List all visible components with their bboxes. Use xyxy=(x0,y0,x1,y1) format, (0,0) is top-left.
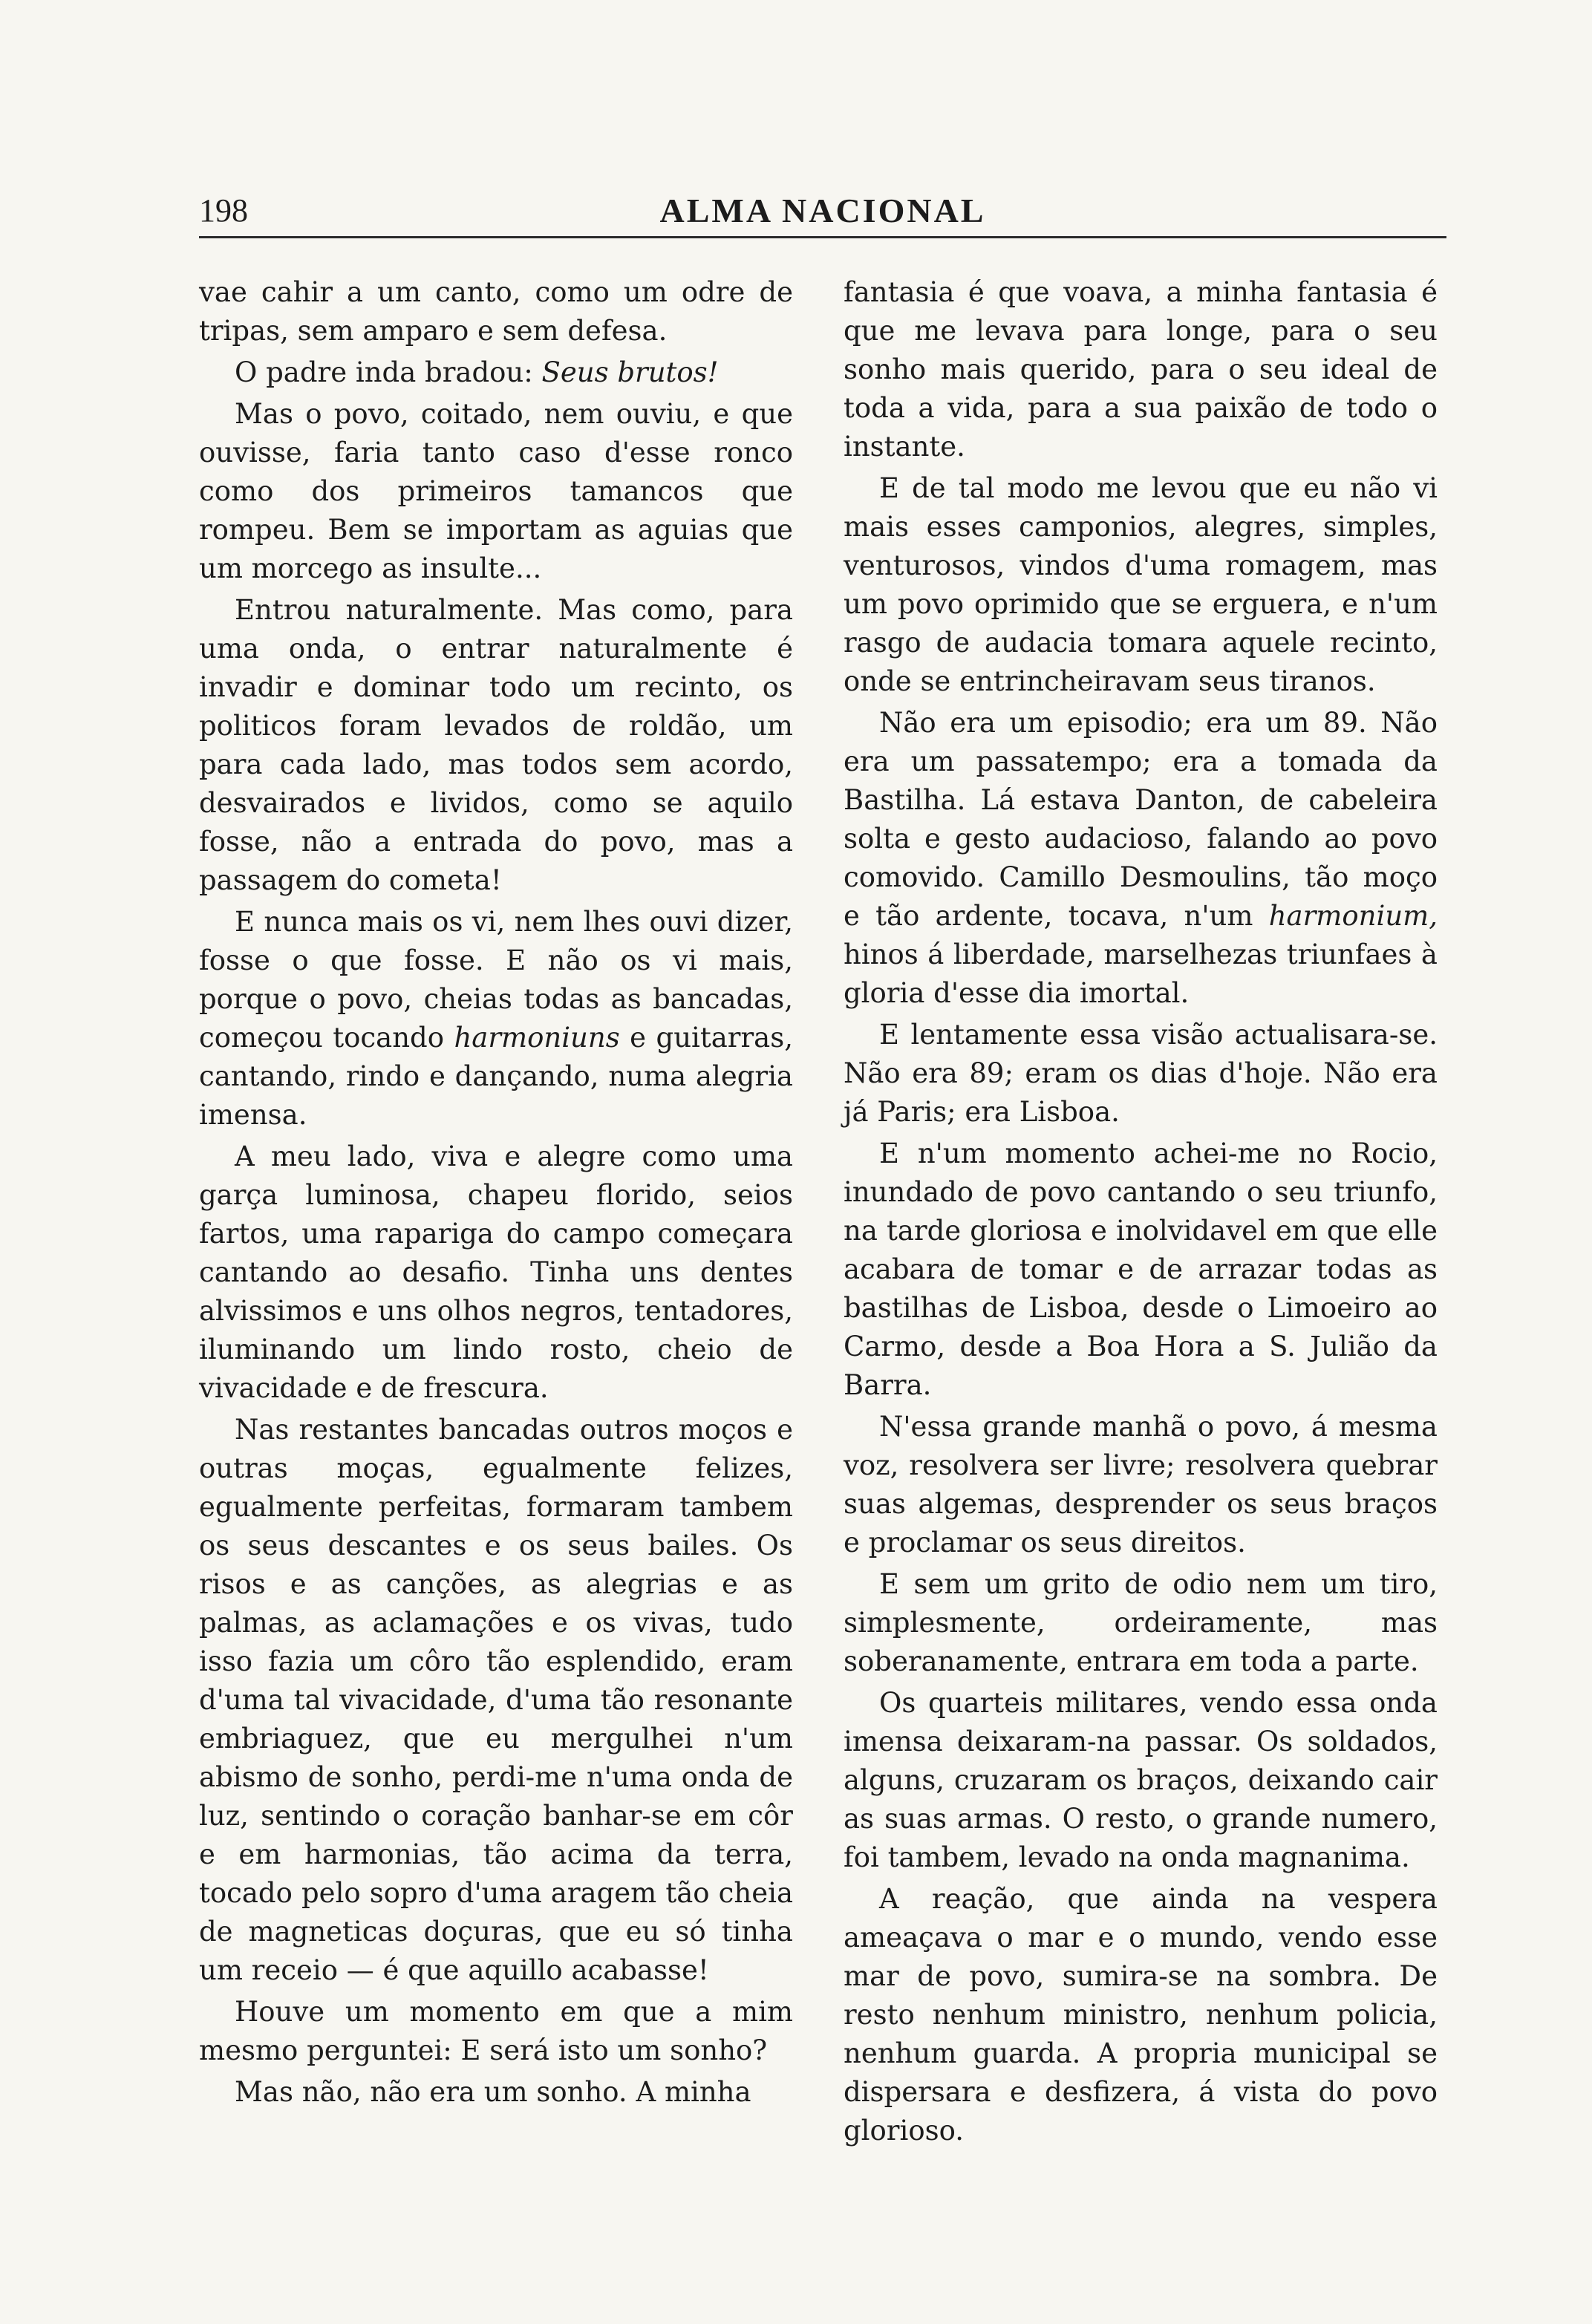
italic-phrase: Seus brutos! xyxy=(541,356,719,388)
paragraph: E de tal modo me levou que eu não vi mais esses camponios, alegres, simples, venturosos, vindos d'uma romagem, mas um povo oprimido que se erguera, e n'um rasgo de audacia tomara aquele recinto, onde se entrincheiravam seus tiranos. xyxy=(844,472,1438,697)
italic-phrase: harmoniuns xyxy=(454,1022,620,1054)
paragraph-text: O padre inda bradou: xyxy=(235,356,542,388)
paragraph xyxy=(199,353,793,392)
paragraph: Mas o povo, coitado, nem ouviu, e que ouvisse, faria tanto caso d'esse ronco como dos primeiros tamancos que rompeu. Bem se importam as aguias que um morcego as insulte... xyxy=(199,398,793,584)
paragraph-text: E nunca mais os vi, nem lhes ouvi dizer, fosse o que fosse. E não os vi mais, porque o povo, cheias todas as bancadas, começou tocando xyxy=(199,906,793,1054)
paragraph: Houve um momento em que a mim mesmo perguntei: E será isto um sonho? xyxy=(199,1996,793,2066)
paragraph: A meu lado, viva e alegre como uma garça luminosa, chapeu florido, seios fartos, uma rapariga do campo começara cantando ao desafio. Tinha uns dentes alvissimos e uns olhos negros, tentadores, iluminando um lindo rosto, cheio de vivacidade e de frescura. xyxy=(199,1140,793,1404)
italic-phrase: harmonium, xyxy=(1268,900,1438,932)
paragraph: A reação, que ainda na vespera ameaçava o mar e o mundo, vendo esse mar de povo, sumira-se na sombra. De resto nenhum ministro, nenhum policia, nenhum guarda. A propria municipal se dispersara e desfizera, á vista do povo glorioso. xyxy=(844,1883,1438,2147)
paragraph-text: hinos á liberdade, marselhezas triunfaes à gloria d'esse dia imortal. xyxy=(844,939,1438,1009)
paragraph xyxy=(199,903,793,1135)
running-title: ALMA NACIONAL xyxy=(659,192,986,229)
header-rule xyxy=(199,236,1446,238)
paragraph-text: Não era um episodio; era um 89. Não era um passatempo; era a tomada da Bastilha. Lá estava Danton, de cabeleira solta e gesto audacioso, falando ao povo comovido. Camillo Desmoulins, tão moço e tão ardente, tocava, n'um xyxy=(844,707,1438,932)
paragraph: E sem um grito de odio nem um tiro, simplesmente, ordeiramente, mas soberanamente, entrara em toda a parte. xyxy=(844,1568,1438,1677)
paragraph: N'essa grande manhã o povo, á mesma voz, resolvera ser livre; resolvera quebrar suas algemas, desprender os seus braços e proclamar os seus direitos. xyxy=(844,1411,1438,1558)
right-column xyxy=(844,273,1438,2153)
paragraph: Mas não, não era um sonho. A minha xyxy=(235,2076,751,2108)
paragraph: E n'um momento achei-me no Rocio, inundado de povo cantando o seu triunfo, na tarde gloriosa e inolvidavel em que elle acabara de tomar e de arrazar todas as bastilhas de Lisboa, desde o Limoeiro ao Carmo, desde a Boa Hora a S. Julião da Barra. xyxy=(844,1137,1438,1401)
page-header xyxy=(199,187,1446,235)
paragraph: Os quarteis militares, vendo essa onda imensa deixaram-na passar. Os soldados, alguns, cruzaram os braços, deixando cair as suas armas. O resto, o grande numero, foi tambem, levado na onda magnanima. xyxy=(844,1687,1438,1873)
paragraph: vae cahir a um canto, como um odre de tripas, sem amparo e sem defesa. xyxy=(199,276,793,347)
paragraph: Entrou naturalmente. Mas como, para uma onda, o entrar naturalmente é invadir e dominar todo um recinto, os politicos foram levados de roldão, um para cada lado, mas todos sem acordo, desvairados e lividos, como se aquilo fosse, não a entrada do povo, mas a passagem do cometa! xyxy=(199,594,793,896)
paragraph-text: e guitarras, cantando, rindo e dançando, numa alegria imensa. xyxy=(199,1022,793,1131)
paragraph: Nas restantes bancadas outros moços e outras moças, egualmente felizes, egualmente perfeitas, formaram tambem os seus descantes e os seus bailes. Os risos e as canções, as alegrias e as palmas, as aclamações e os vivas, tudo isso fazia um côro tão esplendido, eram d'uma tal vivacidade, d'uma tão resonante embriaguez, que eu mergulhei n'um abismo de sonho, perdi-me n'uma onda de luz, sentindo o coração banhar-se em côr e em harmonias, tão acima da terra, tocado pelo sopro d'uma aragem tão cheia de magneticas doçuras, que eu só tinha um receio — é que aquillo acabasse! xyxy=(199,1414,793,1986)
paragraph: fantasia é que voava, a minha fantasia é que me levava para longe, para o seu sonho mais querido, para o seu ideal de toda a vida, para a sua paixão de todo o instante. xyxy=(844,276,1438,463)
paragraph: E lentamente essa visão actualisara-se. Não era 89; eram os dias d'hoje. Não era já Paris; era Lisboa. xyxy=(844,1019,1438,1128)
paragraph xyxy=(844,704,1438,1013)
page-number: 198 xyxy=(199,192,248,229)
left-column xyxy=(199,273,793,2115)
